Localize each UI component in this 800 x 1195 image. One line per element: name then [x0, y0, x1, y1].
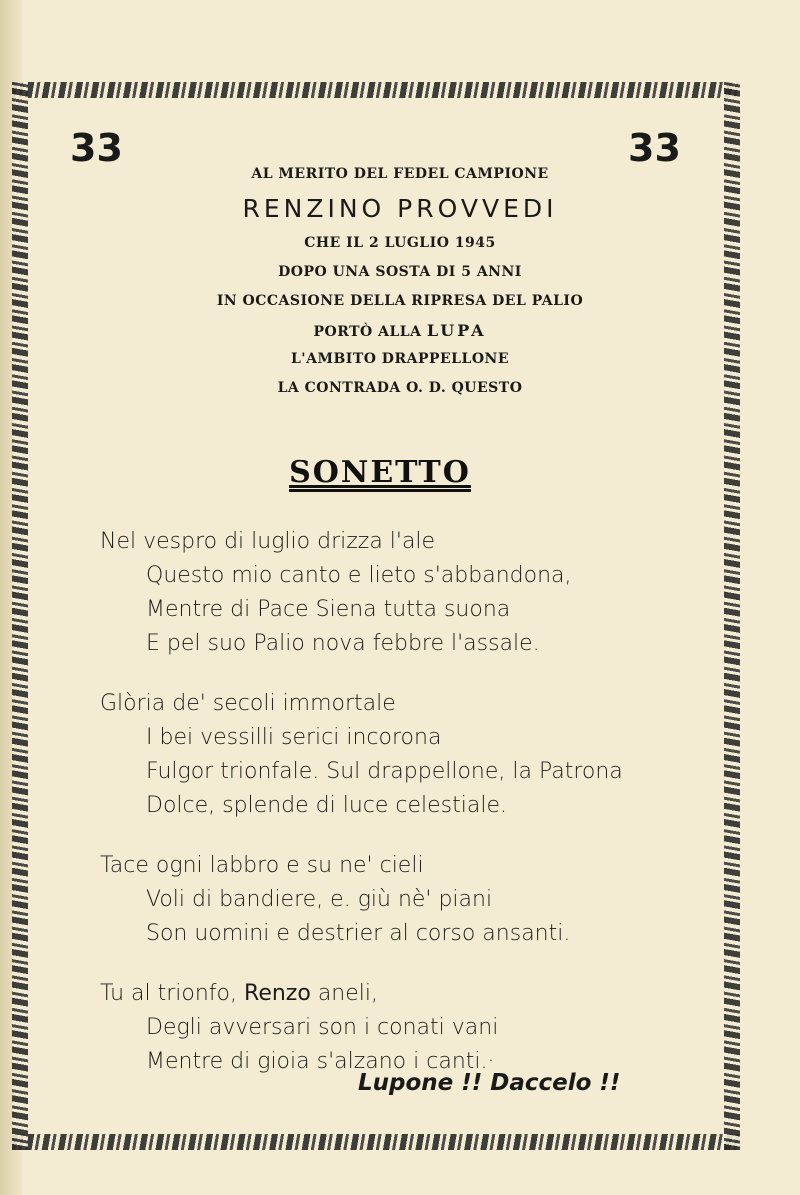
dedication-line-7: L'AMBITO DRAPPELLONE [290, 351, 510, 367]
verse: Tace ogni labbro e su ne' cieli [100, 853, 424, 878]
verse: E pel suo Palio nova febbre l'assale. [146, 631, 540, 656]
dedication-line-8: LA CONTRADA O. D. QUESTO [277, 380, 523, 396]
dedication-line-1: AL MERITO DEL FEDEL CAMPIONE [251, 166, 549, 182]
closing-exclamation: Lupone !! Daccelo !! [358, 1070, 621, 1096]
verse [100, 977, 660, 1011]
champion-name: RENZINO PROVVEDI [242, 194, 558, 223]
border-top [12, 82, 740, 98]
stanza-2 [100, 687, 660, 823]
verse: Voli di bandiere, e. giù nè' piani [146, 887, 493, 912]
verse: I bei vessilli serici incorona [146, 725, 442, 750]
dedication-line-6-prefix: PORTÒ ALLA [313, 324, 422, 340]
stanza-4 [100, 977, 660, 1079]
dedication-header [150, 160, 650, 403]
verse-suffix: aneli, [317, 981, 378, 1006]
dedication-line-5: IN OCCASIONE DELLA RIPRESA DEL PALIO [216, 293, 584, 309]
verse-prefix: Tu al trionfo, [100, 981, 238, 1006]
dedication-line-4: DOPO UNA SOSTA DI 5 ANNI [278, 264, 522, 280]
dedication-line-3: CHE IL 2 LUGLIO 1945 [304, 235, 496, 251]
verse: Questo mio canto e lieto s'abbandona, [146, 563, 572, 588]
verse: Son uomini e destrier al corso ansanti. [146, 921, 571, 946]
verse: Degli avversari son i conati vani [146, 1015, 499, 1040]
page-number-right: 33 [628, 126, 681, 170]
verse-name-renzo: Renzo [244, 981, 311, 1006]
sonnet-body [100, 525, 660, 1105]
page-number-left: 33 [70, 126, 123, 170]
stanza-1 [100, 525, 660, 661]
verse: Nel vespro di luglio drizza l'ale [100, 529, 436, 554]
verse: Mentre di Pace Siena tutta suona [146, 597, 511, 622]
verse: Dolce, splende di luce celestiale. [146, 793, 507, 818]
border-bottom [12, 1134, 740, 1150]
verse: Glòria de' secoli immortale [100, 691, 396, 716]
border-right [724, 82, 740, 1150]
border-left [12, 82, 28, 1150]
verse: Mentre di gioia s'alzano i canti.· [146, 1049, 495, 1074]
sonnet-title: SONETTO [289, 455, 471, 490]
dedication-line-6 [150, 316, 650, 345]
stanza-3 [100, 849, 660, 951]
contrada-lupa: LUPA [426, 321, 487, 340]
verse: Fulgor trionfale. Sul drappellone, la Patrona [146, 759, 623, 784]
